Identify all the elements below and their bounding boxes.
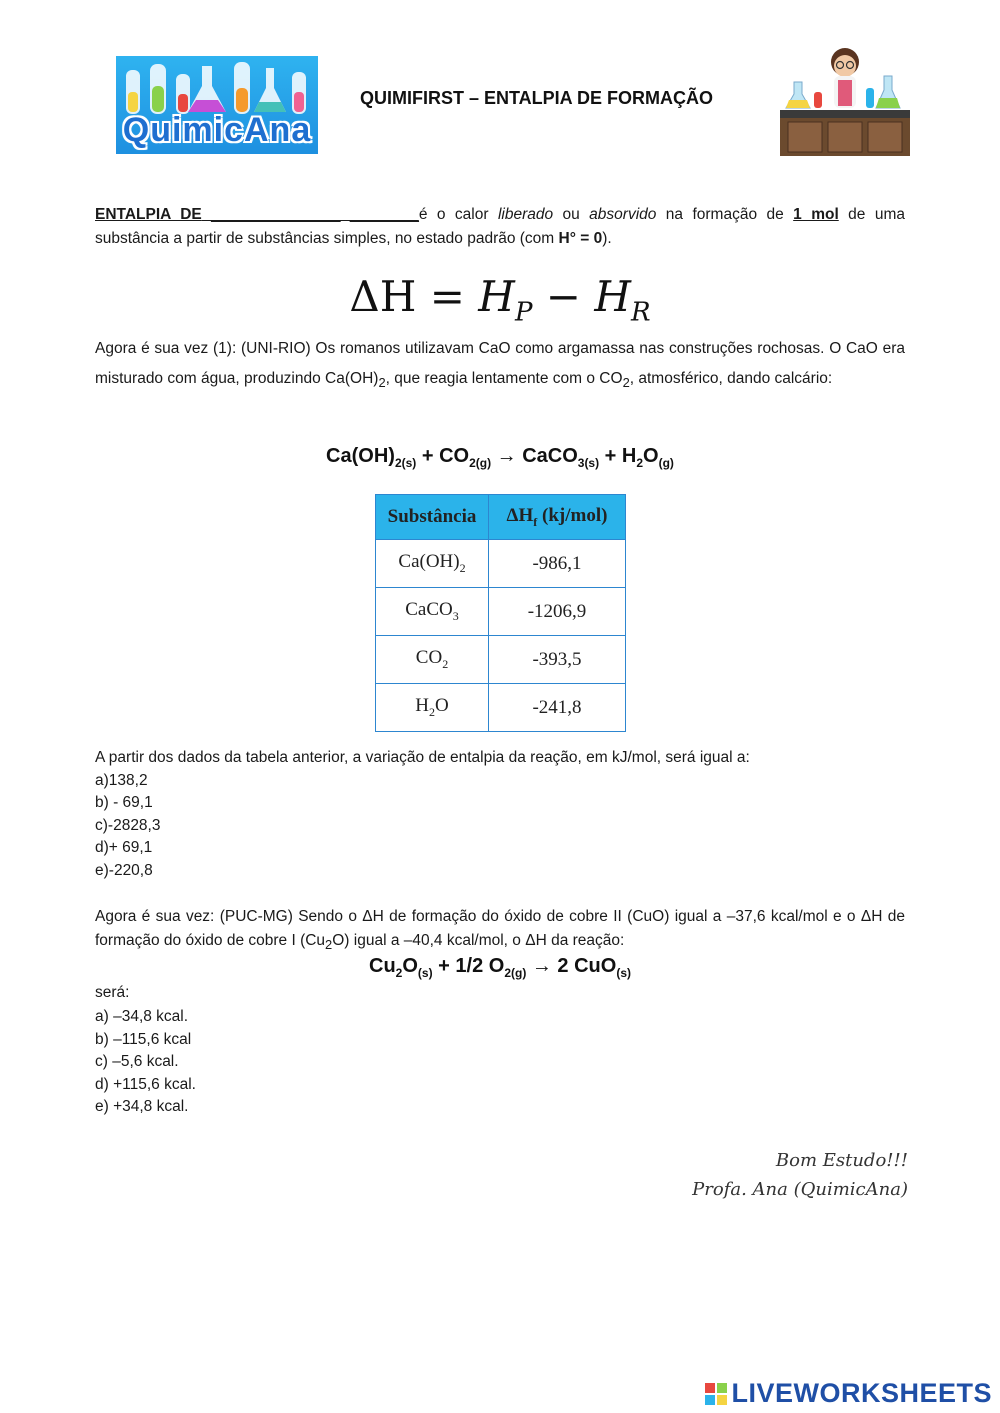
table-row xyxy=(376,636,626,684)
table-header-row xyxy=(376,495,626,540)
liveworksheets-text: LIVEWORKSHEETS xyxy=(731,1378,992,1408)
eq2-sub: 2 xyxy=(395,966,403,980)
word-1-mol: 1 mol xyxy=(793,206,839,223)
signature-line-2: Profa. Ana (QuimicAna) xyxy=(692,1179,908,1200)
q1-text-b: , que reagia lentamente com o CO xyxy=(385,370,623,387)
table-row xyxy=(376,588,626,636)
eq1-part: + H xyxy=(599,445,637,467)
eq2-sub: 2(g) xyxy=(504,966,527,980)
enthalpy-table xyxy=(375,494,626,732)
quimicana-logo xyxy=(116,56,318,154)
q1-option-c[interactable]: c)-2828,3 xyxy=(95,816,161,834)
q2-sera: será: xyxy=(95,984,130,1001)
formula-h-r: H xyxy=(594,272,631,321)
header-unit: (kj/mol) xyxy=(537,504,608,526)
formula-delta-h: ΔH xyxy=(349,272,417,321)
definition-text-3: na formação de xyxy=(656,206,794,223)
definition-lead: ENTALPIA DE xyxy=(95,206,202,223)
eq2-sub: (s) xyxy=(417,966,433,980)
eq1-sub: 3(s) xyxy=(577,456,600,470)
column-header-substancia: Substância xyxy=(376,495,489,540)
eq1-part: Ca(OH) xyxy=(326,445,395,467)
q1-sub-1: 2 xyxy=(378,375,386,391)
substance-cell xyxy=(376,540,489,588)
eq1-sub: 2(s) xyxy=(394,456,417,470)
word-absorvido: absorvido xyxy=(589,206,657,223)
formula-sub-p: P xyxy=(514,297,533,328)
column-header-delta-h xyxy=(489,495,626,540)
q1-text-a: Agora é sua vez (1): (UNI-RIO) Os romanos utilizavam CaO como argamassa nas construções rochosas. O CaO era misturado com água, produzindo Ca(OH) xyxy=(95,340,905,387)
eq2-sub: (s) xyxy=(616,966,631,980)
q2-option-a[interactable]: a) –34,8 kcal. xyxy=(95,1008,189,1025)
value-cell: -1206,9 xyxy=(489,588,626,636)
definition-text-4: de uma substância a partir de substâncias simples, no estado padrão (com xyxy=(95,206,905,247)
substance-sub: 2 xyxy=(442,656,449,671)
q2-sub: 2 xyxy=(325,937,333,953)
substance-tail: O xyxy=(435,695,449,717)
substance-sub: 2 xyxy=(459,560,466,575)
liveworksheets-logo xyxy=(705,1378,992,1409)
value-cell: -986,1 xyxy=(489,540,626,588)
substance-base: CO xyxy=(415,647,443,669)
q2-option-d[interactable]: d) +115,6 kcal. xyxy=(95,1075,196,1093)
eq1-sub: 2(g) xyxy=(469,456,492,470)
h-zero: H° = 0 xyxy=(558,230,603,247)
substance-base: CaCO xyxy=(405,599,453,621)
substance-base: Ca(OH) xyxy=(398,551,460,573)
question2-text xyxy=(95,905,905,957)
formula-h-p: H xyxy=(478,272,515,321)
eq1-sub: 2 xyxy=(636,456,644,470)
liveworksheets-icon xyxy=(705,1383,727,1405)
q2-option-c[interactable]: c) –5,6 kcal. xyxy=(95,1053,179,1070)
question1-text xyxy=(95,334,905,398)
table-row xyxy=(376,684,626,732)
value-cell: -241,8 xyxy=(489,684,626,732)
q2-option-e[interactable]: e) +34,8 kcal. xyxy=(95,1098,189,1115)
definition-text-5: ). xyxy=(602,230,612,247)
fill-blank: _______________ ________ xyxy=(201,206,419,223)
logo-text: QuimicAna xyxy=(122,111,312,149)
eq1-sub: (g) xyxy=(658,456,674,470)
reaction-equation-1 xyxy=(0,445,1000,470)
substance-cell xyxy=(376,684,489,732)
substance-cell xyxy=(376,636,489,684)
definition-paragraph xyxy=(95,203,905,251)
scientist-illustration xyxy=(780,42,910,156)
header-sub-f: f xyxy=(533,514,538,529)
table-row xyxy=(376,540,626,588)
question1-options xyxy=(95,747,750,882)
formula-minus: − xyxy=(532,272,595,321)
q2-text-a: Agora é sua vez: (PUC-MG) Sendo o ΔH de formação do óxido de cobre II (CuO) igual a –37,6 kcal/mol e o ΔH de formação do óxido de cobre I (Cu xyxy=(95,908,905,949)
word-liberado: liberado xyxy=(497,206,554,223)
substance-sub: 2 xyxy=(429,704,435,719)
eq2-part: O xyxy=(402,955,418,977)
eq1-part: → CaCO xyxy=(491,445,578,467)
q1-option-d[interactable]: d)+ 69,1 xyxy=(95,839,153,856)
page-title: QUIMIFIRST – ENTALPIA DE FORMAÇÃO xyxy=(360,88,713,108)
formula-equals: = xyxy=(416,272,479,321)
q1-text-c: , atmosférico, dando calcário: xyxy=(629,370,833,387)
formula-sub-r: R xyxy=(630,297,651,328)
enthalpy-formula xyxy=(0,272,1000,327)
q2-option-b[interactable]: b) –115,6 kcal xyxy=(95,1030,192,1048)
q1-option-e[interactable]: e)-220,8 xyxy=(95,861,153,879)
eq2-part: + 1/2 O xyxy=(432,955,505,977)
q1-sub-2: 2 xyxy=(622,375,630,391)
question2-options xyxy=(95,1006,196,1119)
signature-line-1: Bom Estudo!!! xyxy=(775,1150,908,1171)
q2-text-b: O) igual a –40,4 kcal/mol, o ΔH da reação: xyxy=(332,932,625,949)
eq2-part: Cu xyxy=(369,955,396,977)
q1-option-b[interactable]: b) - 69,1 xyxy=(95,794,153,811)
eq1-part: + CO xyxy=(416,445,470,467)
header-delta-h: ΔH xyxy=(506,504,534,526)
value-cell: -393,5 xyxy=(489,636,626,684)
substance-base: H xyxy=(415,695,429,717)
definition-text-1: é o calor xyxy=(418,206,498,223)
substance-sub: 3 xyxy=(452,608,459,623)
eq2-part: → 2 CuO xyxy=(526,955,617,977)
definition-text-2: ou xyxy=(553,206,590,223)
substance-cell xyxy=(376,588,489,636)
q1-prompt: A partir dos dados da tabela anterior, a variação de entalpia da reação, em kJ/mol, será igual a: xyxy=(95,749,750,766)
q1-option-a[interactable]: a)138,2 xyxy=(95,771,148,789)
eq1-part: O xyxy=(643,445,659,467)
reaction-equation-2 xyxy=(0,955,1000,980)
